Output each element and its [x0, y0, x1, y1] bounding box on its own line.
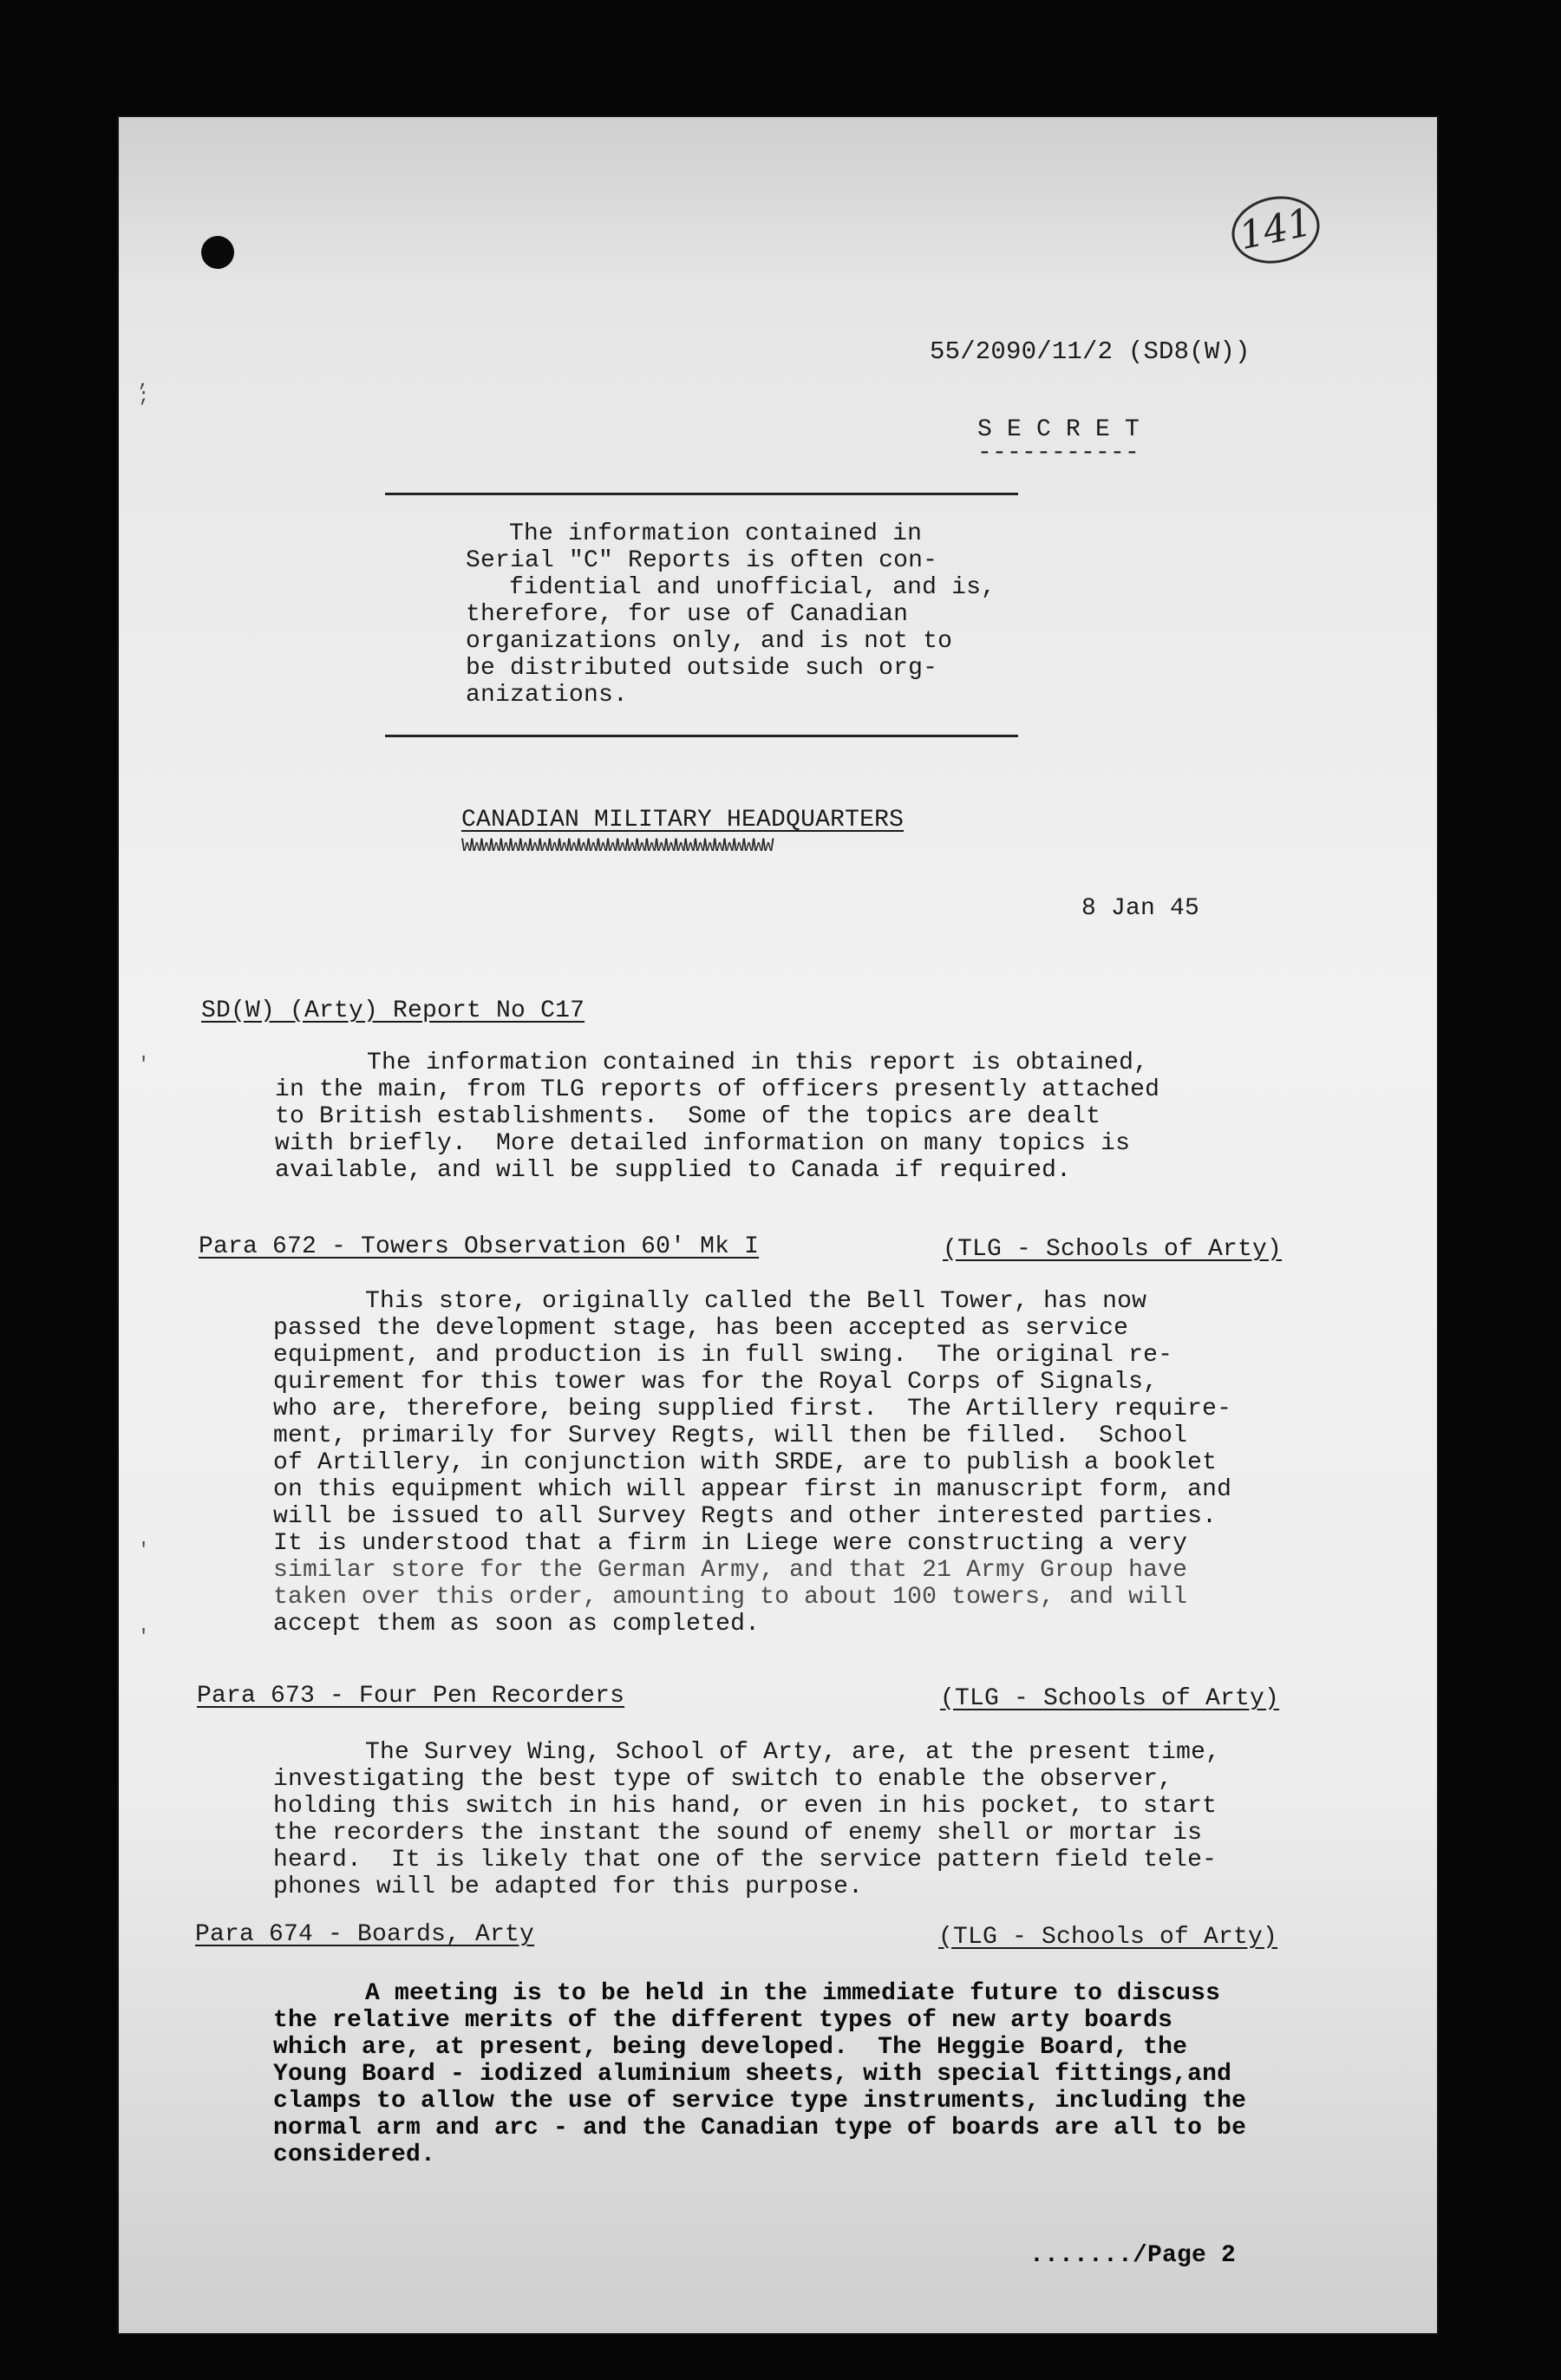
para-line: The Survey Wing, School of Arty, are, at the present time,: [365, 1739, 1221, 1766]
notice-line: The information contained in: [509, 520, 923, 547]
classification-underline: -----------: [977, 440, 1140, 467]
folio-stamp: 141: [1225, 188, 1326, 271]
notice-bottom-rule: [385, 735, 1018, 737]
notice-line: Serial "C" Reports is often con-: [466, 547, 938, 574]
report-title: SD(W) (Arty) Report No C17: [201, 997, 585, 1024]
para-674-source: (TLG - Schools of Arty): [938, 1924, 1278, 1951]
notice-line: organizations only, and is not to: [466, 628, 953, 655]
notice-top-rule: [385, 493, 1018, 495]
para-line: clamps to allow the use of service type instruments, including the: [273, 2088, 1247, 2115]
para-line: which are, at present, being developed. The Heggie Board, the: [273, 2034, 1188, 2061]
intro-line: in the main, from TLG reports of officers presently attached: [275, 1076, 1160, 1103]
para-line: A meeting is to be held in the immediate future to discuss: [365, 1980, 1221, 2007]
document-page: [119, 117, 1437, 2333]
para-673-heading: Para 673 - Four Pen Recorders: [197, 1683, 625, 1710]
para-673-body: [273, 1739, 1220, 1900]
para-line: of Artillery, in conjunction with SRDE, are to publish a booklet: [273, 1449, 1218, 1476]
notice-line: be distributed outside such org-: [466, 655, 938, 682]
para-673-source: (TLG - Schools of Arty): [940, 1685, 1280, 1712]
para-line: heard. It is likely that one of the service pattern field tele-: [273, 1847, 1218, 1873]
intro-line: available, and will be supplied to Canada if required.: [275, 1157, 1072, 1184]
para-672-body: [273, 1288, 1231, 1638]
classification: S E C R E T: [977, 416, 1140, 443]
para-line: ment, primarily for Survey Regts, will then be filled. School: [273, 1422, 1188, 1449]
para-line: accept them as soon as completed.: [273, 1611, 761, 1638]
para-line: considered.: [273, 2141, 436, 2168]
para-line: investigating the best type of switch to enable the observer,: [273, 1766, 1173, 1793]
punch-hole: [201, 236, 234, 269]
para-line: who are, therefore, being supplied first. The Artillery require-: [273, 1396, 1232, 1422]
organization-heading: CANADIAN MILITARY HEADQUARTERS: [461, 807, 905, 834]
para-line: on this equipment which will appear first in manuscript form, and: [273, 1476, 1232, 1503]
intro-line: to British establishments. Some of the topics are dealt: [275, 1103, 1101, 1130]
para-line: taken over this order, amounting to about 100 towers, and will: [273, 1584, 1188, 1611]
margin-mark: ': [138, 1540, 150, 1561]
notice-line: therefore, for use of Canadian: [466, 601, 909, 628]
margin-mark: ,: [138, 370, 150, 392]
intro-line: The information contained in this report is obtained,: [367, 1049, 1149, 1076]
margin-mark: ;: [138, 386, 150, 408]
para-line: equipment, and production is in full swing. The original re-: [273, 1342, 1173, 1369]
continuation-note: ......./Page 2: [1029, 2242, 1237, 2269]
organization-strikeout: WWWWWWWWWWWWWWWWWWWWWWWWWWWWWWWW: [461, 835, 773, 857]
para-line: phones will be adapted for this purpose.: [273, 1873, 864, 1900]
para-line: the recorders the instant the sound of enemy shell or mortar is: [273, 1820, 1203, 1847]
report-date: 8 Jan 45: [1081, 895, 1200, 922]
para-line: the relative merits of the different types of new arty boards: [273, 2007, 1173, 2034]
para-line: holding this switch in his hand, or even in his pocket, to start: [273, 1793, 1218, 1820]
para-line: quirement for this tower was for the Royal Corps of Signals,: [273, 1369, 1159, 1396]
para-672-heading: Para 672 - Towers Observation 60' Mk I: [199, 1233, 760, 1260]
report-intro: [275, 1049, 1159, 1184]
para-line: Young Board - iodized aluminium sheets, with special fittings,and: [273, 2061, 1232, 2088]
para-line: similar store for the German Army, and that 21 Army Group have: [273, 1557, 1188, 1584]
para-line: passed the development stage, has been accepted as service: [273, 1315, 1129, 1342]
para-line: This store, originally called the Bell Tower, has now: [365, 1288, 1147, 1315]
notice-line: anizations.: [466, 682, 629, 709]
para-line: will be issued to all Survey Regts and other interested parties.: [273, 1503, 1218, 1530]
margin-mark: ': [138, 1626, 150, 1648]
para-674-body: [273, 1980, 1246, 2168]
margin-mark: ': [138, 1054, 150, 1076]
confidentiality-notice: [466, 520, 996, 709]
para-line: It is understood that a firm in Liege were constructing a very: [273, 1530, 1188, 1557]
reference-number: 55/2090/11/2 (SD8(W)): [930, 337, 1251, 366]
para-line: normal arm and arc - and the Canadian type of boards are all to be: [273, 2115, 1247, 2141]
intro-line: with briefly. More detailed information on many topics is: [275, 1130, 1131, 1157]
para-672-source: (TLG - Schools of Arty): [943, 1236, 1283, 1263]
notice-line: fidential and unofficial, and is,: [509, 574, 996, 601]
para-674-heading: Para 674 - Boards, Arty: [195, 1921, 535, 1948]
